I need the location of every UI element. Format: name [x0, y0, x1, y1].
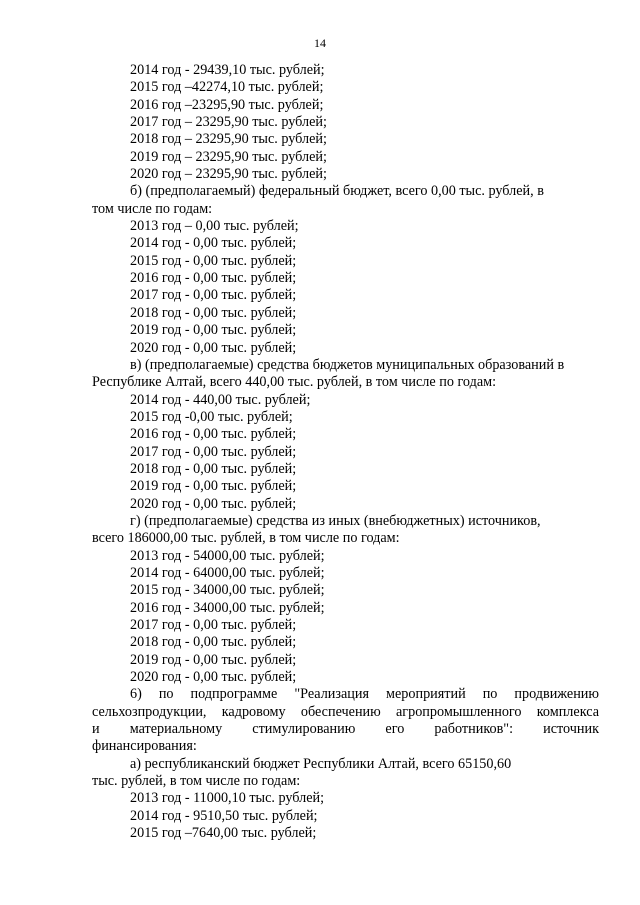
document-body [92, 62, 599, 842]
text-line: 2020 год - 0,00 тыс. рублей; [130, 339, 297, 356]
text-line: 2018 год - 0,00 тыс. рублей; [130, 634, 297, 651]
text-line: 2017 год - 0,00 тыс. рублей; [130, 443, 297, 460]
text-line: 2020 год - 0,00 тыс. рублей; [130, 669, 297, 686]
text-line: г) (предполагаемые) средства из иных (внебюджетных) источников, [130, 512, 541, 529]
text-line: 2016 год - 0,00 тыс. рублей; [130, 270, 297, 287]
text-line: 2019 год - 0,00 тыс. рублей; [130, 478, 297, 495]
text-line: 2018 год – 23295,90 тыс. рублей; [130, 131, 327, 148]
text-line: 2020 год - 0,00 тыс. рублей; [130, 495, 297, 512]
text-line: 2019 год - 0,00 тыс. рублей; [130, 651, 297, 668]
text-line: Республике Алтай, всего 440,00 тыс. рублей, в том числе по годам: [92, 374, 497, 391]
text-line: 2014 год - 9510,50 тыс. рублей; [130, 807, 318, 824]
text-line: 2017 год - 0,00 тыс. рублей; [130, 617, 297, 633]
text-line: 2014 год - 0,00 тыс. рублей; [130, 235, 297, 252]
text-line: финансирования: [92, 738, 197, 755]
text-line: 2013 год - 54000,00 тыс. рублей; [130, 547, 325, 564]
text-line: 2013 год - 11000,10 тыс. рублей; [130, 790, 325, 807]
text-line: 2013 год – 0,00 тыс. рублей; [130, 218, 299, 235]
text-line: 2020 год – 23295,90 тыс. рублей; [130, 166, 327, 183]
text-line: 2016 год –23295,90 тыс. рублей; [130, 96, 324, 113]
text-line: б) (предполагаемый) федеральный бюджет, всего 0,00 тыс. рублей, в [130, 183, 544, 200]
text-line: а) республиканский бюджет Республики Алтай, всего 65150,60 [130, 755, 512, 772]
text-line: 2015 год -0,00 тыс. рублей; [130, 408, 293, 425]
text-line: 2015 год –7640,00 тыс. рублей; [130, 825, 317, 842]
text-line: в) (предполагаемые) средства бюджетов муниципальных образований в [130, 356, 565, 373]
text-line: 2016 год - 0,00 тыс. рублей; [130, 426, 297, 443]
text-line: 2017 год – 23295,90 тыс. рублей; [130, 114, 327, 131]
text-line: 2019 год - 0,00 тыс. рублей; [130, 322, 297, 339]
text-line: всего 186000,00 тыс. рублей, в том числе по годам: [92, 530, 400, 547]
text-line: 6) по подпрограмме "Реализация мероприятий по продвижению [130, 686, 599, 703]
text-line: 2015 год - 34000,00 тыс. рублей; [130, 582, 325, 599]
text-line: том числе по годам: [92, 200, 213, 217]
text-line: 2015 год –42274,10 тыс. рублей; [130, 79, 324, 96]
page-number: 14 [314, 36, 326, 50]
text-line: тыс. рублей, в том числе по годам: [92, 773, 301, 790]
text-line: 2019 год – 23295,90 тыс. рублей; [130, 148, 327, 165]
text-line: 2017 год - 0,00 тыс. рублей; [130, 287, 297, 304]
text-line: 2014 год - 440,00 тыс. рублей; [130, 391, 311, 408]
text-line: 2018 год - 0,00 тыс. рублей; [130, 304, 297, 321]
text-line: 2014 год - 29439,10 тыс. рублей; [130, 62, 325, 78]
text-line: и материальному стимулированию его работников": источник [92, 721, 599, 738]
text-line: 2014 год - 64000,00 тыс. рублей; [130, 564, 325, 581]
text-line: сельхозпродукции, кадровому обеспечению агропромышленного комплекса [92, 703, 599, 720]
text-line: 2015 год - 0,00 тыс. рублей; [130, 252, 297, 269]
text-line: 2016 год - 34000,00 тыс. рублей; [130, 599, 325, 616]
text-line: 2018 год - 0,00 тыс. рублей; [130, 460, 297, 477]
